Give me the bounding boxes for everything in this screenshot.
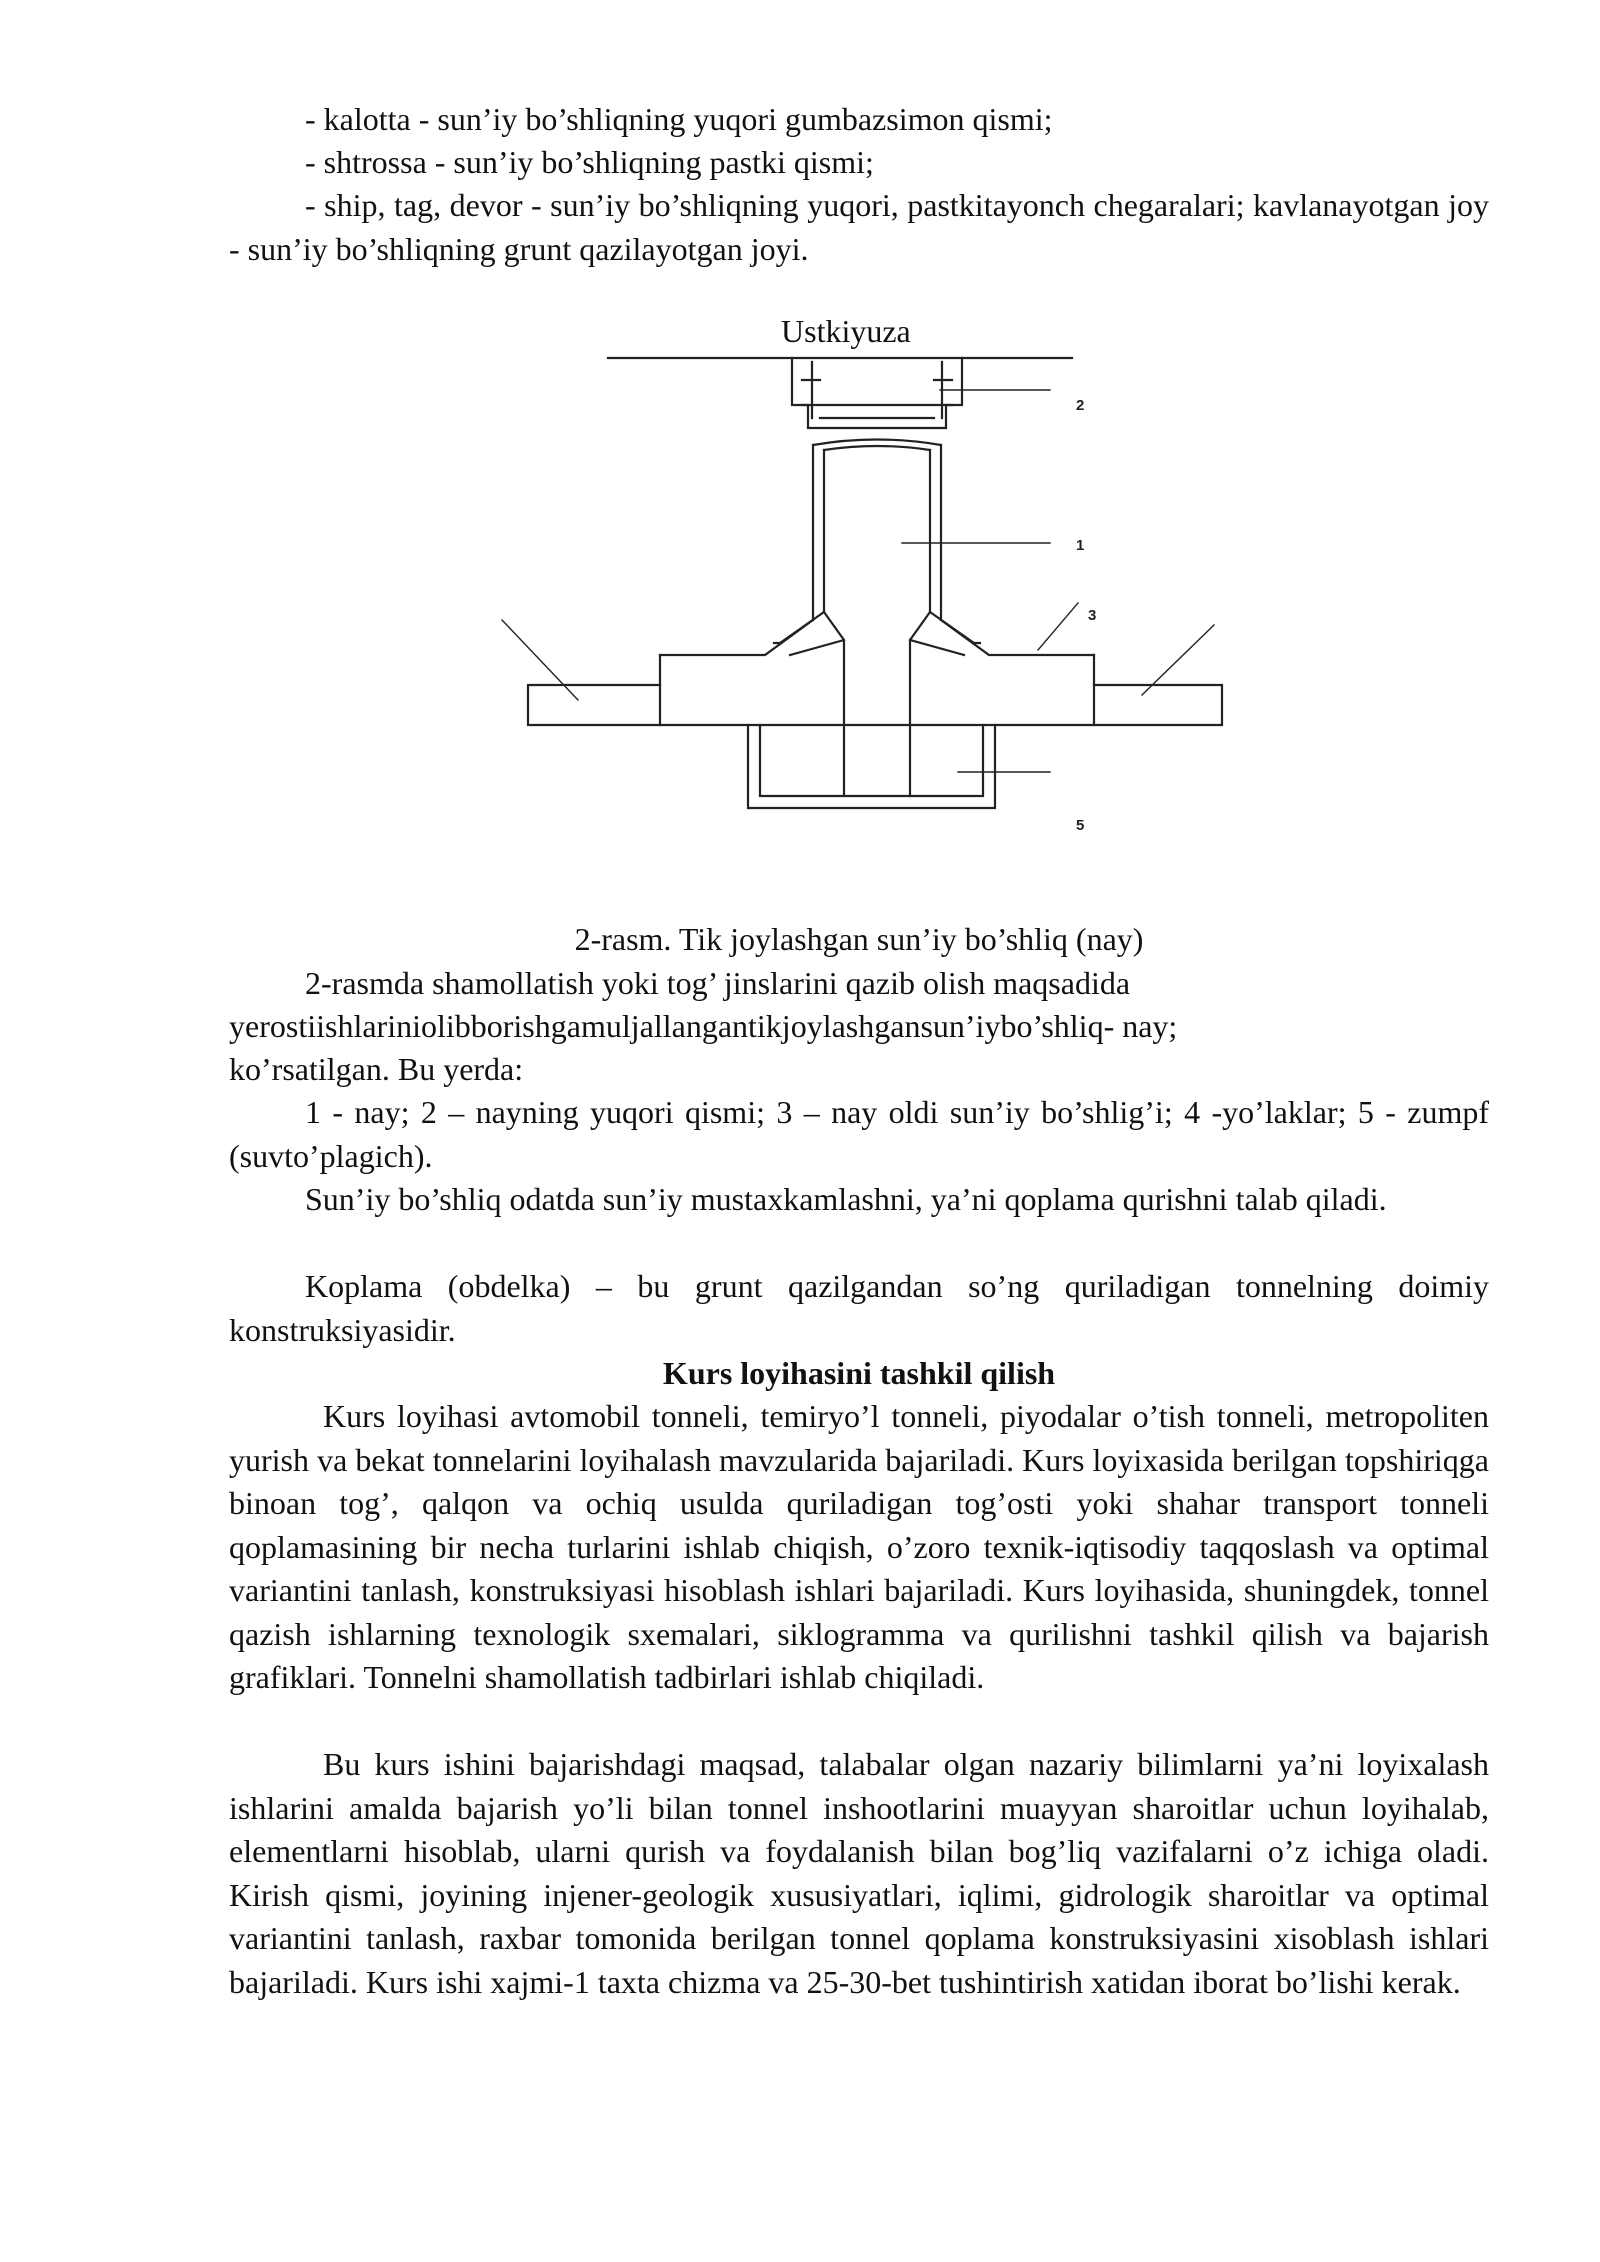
callout-3: 3	[1088, 607, 1097, 624]
lining-definition-paragraph: Koplama (obdelka) – bu grunt qazilgandan so’ng quriladigan tonnelning doimiy konstruksiyasidir.	[229, 1268, 1489, 1348]
figure-description-line-2: yerostiishlariniolibborishgamuljallangantikjoylashgansun’iybo’shliq- nay;	[229, 1008, 1178, 1044]
left-gallery	[528, 685, 660, 725]
figure-top-label: Ustkiyuza	[781, 313, 911, 349]
intro-line-kalotta: - kalotta - sun’iy bo’shliqning yuqori gumbazsimon qismi;	[305, 101, 1053, 137]
callout-2: 2	[1076, 397, 1085, 414]
shaft-diagram	[490, 350, 1230, 890]
callout-1: 1	[1076, 537, 1085, 554]
lining-requirement-paragraph: Sun’iy bo’shliq odatda sun’iy mustaxkamlashni, ya’ni qoplama qurishni talab qiladi.	[305, 1181, 1387, 1217]
station-chamber	[660, 655, 1094, 725]
vertical-shaft-figure	[490, 350, 1230, 890]
figure-legend: 1 - nay; 2 – nayning yuqori qismi; 3 – nay oldi sun’iy bo’shlig’i; 4 -yo’laklar; 5 - zumpf (suvto’plagich).	[229, 1094, 1489, 1174]
figure-caption: 2-rasm. Tik joylashgan sun’iy bo’shliq (nay)	[574, 921, 1144, 957]
leader-left-gallery	[502, 620, 578, 700]
section-heading: Kurs loyihasini tashkil qilish	[662, 1355, 1056, 1391]
intro-paragraph-ship: - ship, tag, devor - sun’iy bo’shliqning yuqori, pastkitayonch chegaralari; kavlanayotgan joy - sun’iy bo’shliqning grunt qazilayotgan joyi.	[229, 187, 1489, 267]
right-gallery	[1094, 685, 1222, 725]
course-project-paragraph: Kurs loyihasi avtomobil tonneli, temiryo’l tonneli, piyodalar o’tish tonneli, metropoliten yurish va bekat tonnelarini loyihalash mavzularida bajariladi. Kurs loyixasida berilgan topshiriqga binoan tog’, qalqon va ochiq usulda quriladigan tog’osti yoki shahar transport tonneli qoplamasining bir necha turlarini ishlab chiqish, o’zoro texnik-iqtisodiy taqqoslash va optimal variantini tanlash, konstruksiyasi hisoblash ishlari bajariladi. Kurs loyihasida, shuningdek, tonnel qazish ishlarning texnologik sxemalari, siklogramma va qurilishni tashkil qilish va bajarish grafiklari. Tonnelni shamollatish tadbirlari ishlab chiqiladi.	[229, 1398, 1489, 1695]
intro-line-shtrossa: - shtrossa - sun’iy bo’shliqning pastki qismi;	[305, 144, 874, 180]
course-goal-paragraph: Bu kurs ishini bajarishdagi maqsad, talabalar olgan nazariy bilimlarni ya’ni loyixalash ishlarini amalda bajarish yo’li bilan tonnel inshootlarini muayyan sharoitlar uchun loyihalab, elementlarni hisoblab, ularni qurish va foydalanish bilan bog’liq vazifalarni o’z ichiga oladi. Kirish qismi, joyining injener-geologik xususiyatlari, iqlimi, gidrologik sharoitlar va optimal variantini tanlash, raxbar tomonida berilgan tonnel qoplama konstruksiyasini xisoblash ishlari bajariladi. Kurs ishi xajmi-1 taxta chizma va 25-30-bet tushintirish xatidan iborat bo’lishi kerak.	[229, 1746, 1489, 2000]
leader-3	[1038, 603, 1078, 650]
callout-5: 5	[1076, 817, 1085, 834]
figure-description-line-3: ko’rsatilgan. Bu yerda:	[229, 1051, 524, 1087]
figure-description-line-1: 2-rasmda shamollatish yoki tog’ jinslarini qazib olish maqsadida	[305, 965, 1131, 1001]
